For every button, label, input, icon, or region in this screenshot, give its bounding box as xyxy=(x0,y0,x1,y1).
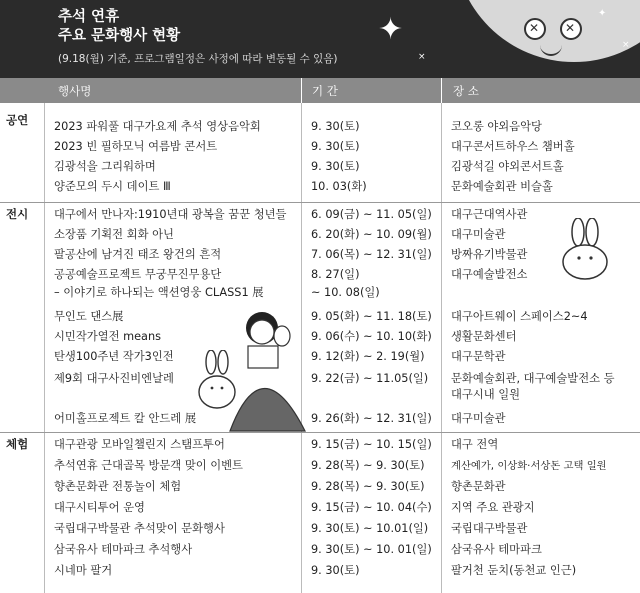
event-period: 9. 06(수) ~ 10. 10(화) xyxy=(311,330,432,343)
event-period: 9. 22(금) ~ 11.05(일) xyxy=(311,372,429,385)
section-label: 체험 xyxy=(6,437,29,451)
event-period: 9. 30(토) ~ 10.01(일) xyxy=(311,522,429,535)
event-name: 무인도 댄스展 xyxy=(54,310,124,323)
event-place: 지역 주요 관광지 xyxy=(451,501,535,514)
event-period: 9. 15(금) ~ 10. 04(수) xyxy=(311,501,432,514)
event-place-line2: 대구시내 일원 xyxy=(451,388,521,401)
event-name: 대구관광 모바일챌린지 스탬프투어 xyxy=(54,438,225,451)
event-place: 코오롱 야외음악당 xyxy=(451,120,542,133)
event-place: 삼국유사 테마파크 xyxy=(451,543,542,556)
event-name: 국립대구박물관 추석맞이 문화행사 xyxy=(54,522,225,535)
event-name: 팔공산에 남겨진 태조 왕건의 흔적 xyxy=(54,248,222,261)
event-period: 9. 30(토) xyxy=(311,120,360,133)
event-period: 6. 20(화) ~ 10. 09(월) xyxy=(311,228,432,241)
event-period: 6. 09(금) ~ 11. 05(일) xyxy=(311,208,432,221)
event-name-line2: – 이야기로 하나되는 액션영웅 CLASS1 展 xyxy=(54,286,264,299)
event-place: 문화예술회관, 대구예술발전소 등 xyxy=(451,372,615,385)
event-name: 대구시티투어 운영 xyxy=(54,501,145,514)
table-header xyxy=(0,78,640,103)
header-banner xyxy=(0,0,640,78)
event-period: 9. 05(화) ~ 11. 18(토) xyxy=(311,310,432,323)
section-label: 공연 xyxy=(6,113,29,127)
event-name: 공공예술프로젝트 무궁무진무용단 xyxy=(54,268,222,281)
page-subtitle: (9.18(월) 기준, 프로그램일정은 사정에 따라 변동될 수 있음) xyxy=(58,53,338,65)
sparkle-star-icon: ✦ xyxy=(378,12,404,47)
section-label: 전시 xyxy=(6,207,29,221)
event-name: 시네마 팔거 xyxy=(54,564,113,577)
event-place: 향촌문화관 xyxy=(451,480,506,493)
title-line-1: 추석 연휴 xyxy=(58,9,120,25)
event-name: 소장품 기획전 회화 아닌 xyxy=(54,228,174,241)
event-period: 9. 28(목) ~ 9. 30(토) xyxy=(311,459,425,472)
event-period: 9. 15(금) ~ 10. 15(일) xyxy=(311,438,432,451)
event-place: 생활문화센터 xyxy=(451,330,517,343)
event-period: 7. 06(목) ~ 12. 31(일) xyxy=(311,248,432,261)
event-name: 추석연휴 근대골목 방문객 맞이 이벤트 xyxy=(54,459,243,472)
event-period: 9. 28(목) ~ 9. 30(토) xyxy=(311,480,425,493)
event-name: 제9회 대구사진비엔날레 xyxy=(54,372,174,385)
rabbit-illustration xyxy=(195,350,243,410)
event-place: 대구미술관 xyxy=(451,228,506,241)
event-place: 국립대구박물관 xyxy=(451,522,528,535)
event-period: 9. 30(토) ~ 10. 01(일) xyxy=(311,543,432,556)
title-line-2: 주요 문화행사 현황 xyxy=(58,28,181,44)
event-name: 탄생100주년 작가3인전 xyxy=(54,350,174,363)
event-place: 대구미술관 xyxy=(451,412,506,425)
event-period: 8. 27(일) xyxy=(311,268,360,281)
event-place: 대구콘서트하우스 챔버홀 xyxy=(451,140,575,153)
column-header-period: 기 간 xyxy=(312,84,338,98)
event-place: 대구문학관 xyxy=(451,350,506,363)
rabbit-illustration xyxy=(556,218,616,280)
page-title xyxy=(58,8,180,46)
event-place: 대구 전역 xyxy=(451,438,499,451)
column-header-name: 행사명 xyxy=(58,84,92,98)
event-place: 방짜유기박물관 xyxy=(451,248,528,261)
event-period: 9. 30(토) xyxy=(311,564,360,577)
event-name: 삼국유사 테마파크 추석행사 xyxy=(54,543,193,556)
event-period: 9. 26(화) ~ 12. 31(일) xyxy=(311,412,432,425)
event-place: 대구아트웨이 스페이스2~4 xyxy=(451,310,588,323)
small-star-icon: × xyxy=(418,52,426,62)
event-place: 문화예술회관 비슬홀 xyxy=(451,180,553,193)
event-name: 대구에서 만나자:1910년대 광복을 꿈꾼 청년들 xyxy=(54,208,287,221)
event-period-line2: ~ 10. 08(일) xyxy=(311,286,380,299)
event-place: 팔거천 둔치(동천교 인근) xyxy=(451,564,577,577)
event-period: 9. 30(토) xyxy=(311,140,360,153)
event-name: 양준모의 두시 데이트 Ⅲ xyxy=(54,180,171,193)
event-place: 대구예술발전소 xyxy=(451,268,528,281)
event-name: 김광석을 그리워하며 xyxy=(54,160,156,173)
event-period: 9. 30(토) xyxy=(311,160,360,173)
event-name: 시민작가열전 means xyxy=(54,330,161,343)
small-star-icon: ✦ xyxy=(598,8,607,19)
event-name: 2023 파워풀 대구가요제 추석 영상음악회 xyxy=(54,120,261,133)
event-place: 계산예가, 이상화·서상돈 고택 일원 xyxy=(451,460,607,472)
event-place: 김광석길 야외콘서트홀 xyxy=(451,160,564,173)
column-header-place: 장 소 xyxy=(453,84,479,98)
moon-left-eye-icon xyxy=(524,18,546,40)
event-name: 2023 빈 필하모닉 여름밤 콘서트 xyxy=(54,140,218,153)
event-name: 어미홀프로젝트 칼 안드레 展 xyxy=(54,412,197,425)
event-period: 9. 12(화) ~ 2. 19(월) xyxy=(311,350,425,363)
event-place: 대구근대역사관 xyxy=(451,208,528,221)
moon-right-eye-icon xyxy=(560,18,582,40)
small-star-icon: × xyxy=(622,40,630,50)
event-period: 10. 03(화) xyxy=(311,180,367,193)
event-name: 향촌문화관 전통놀이 체험 xyxy=(54,480,182,493)
